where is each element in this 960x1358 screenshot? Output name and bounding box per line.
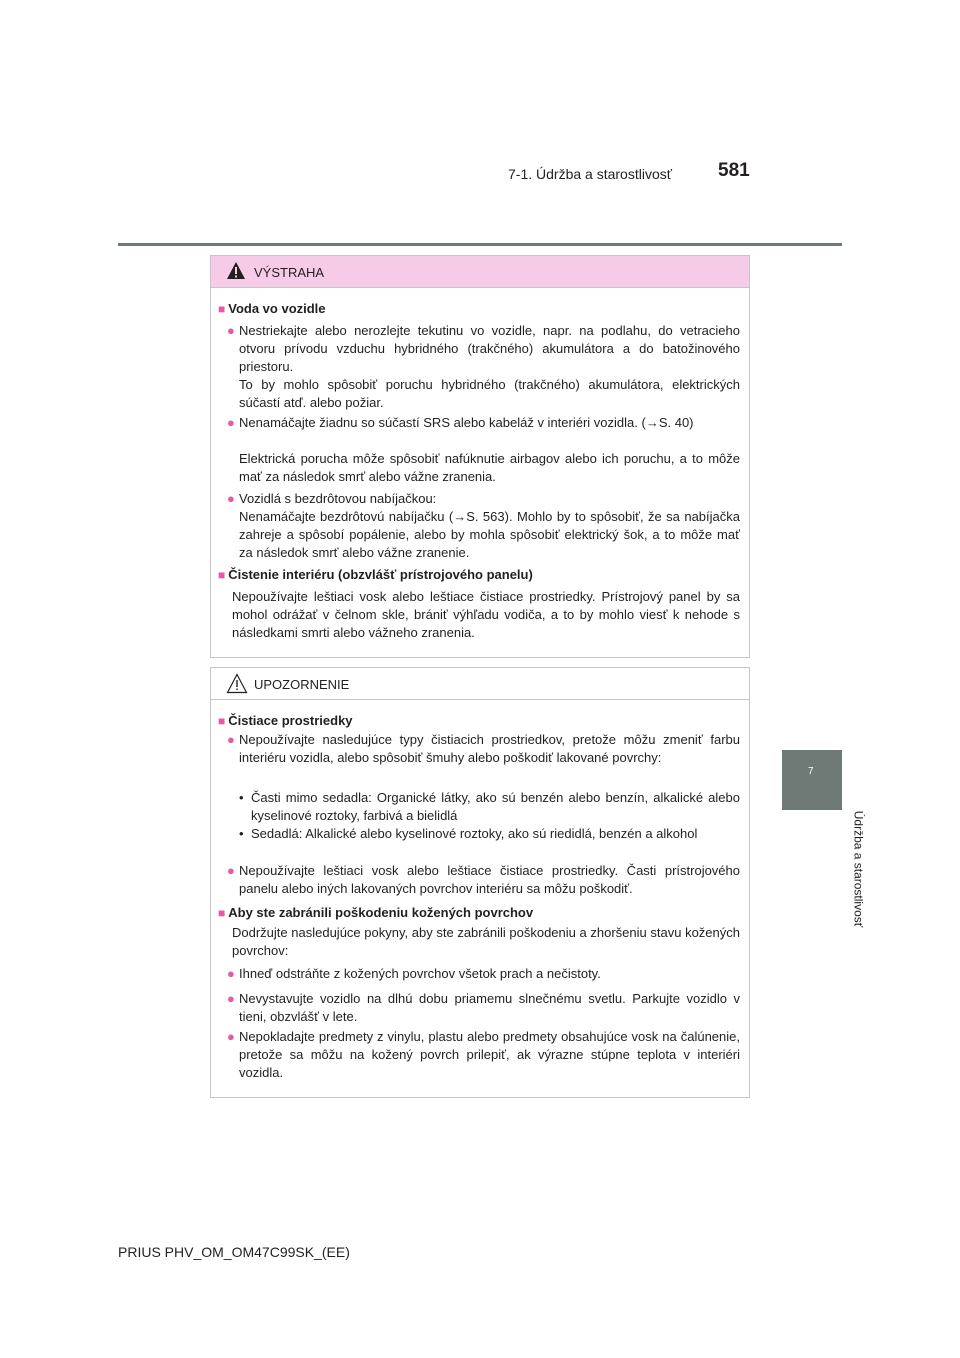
warning-header [211,256,749,288]
square-bullet-icon: ■ [218,714,226,728]
caution-leather-text: Dodržujte nasledujúce pokyny, aby ste zabránili poškodeniu a zhoršeniu stavu kožených povrchov: [232,925,740,958]
square-bullet-icon: ■ [218,906,226,920]
caution-sub-2: • Sedadlá: Alkalické alebo kyselinové roztoky, ako sú riedidlá, benzén a alkohol [239,826,698,841]
circle-bullet-icon: ● [227,415,235,430]
warning-bullet-3: ● Vozidlá s bezdrôtovou nabíjačkou: [227,491,437,506]
warning-bullet-2: ● Nenamáčajte žiadnu so súčastí SRS alebo kabeláž v interiéri vozidla. (→S. 40) [227,415,694,430]
header-divider [118,243,842,246]
square-bullet-icon: ■ [218,302,226,316]
circle-bullet-icon: ● [227,991,235,1006]
warning-cleaning-text: Nepoužívajte leštiaci vosk alebo leštiace čistiace prostriedky. Prístrojový panel by sa mohol odrážať v čelnom skle, brániť výhľadu vodiča, a to by mohlo viesť k nehode s následkami smrti alebo vážneho zranenia. [232,589,740,640]
caution-header [211,668,749,700]
caution-box [210,667,750,1098]
caution-bullet-2: ● Nepoužívajte leštiaci vosk alebo leštiace čistiace prostriedky. Časti prístrojového panelu alebo iných lakovaných povrchov interiéru sa môžu poškodiť. [227,863,740,896]
circle-bullet-icon: ● [227,966,235,981]
caution-heading-cleaners: ■ Čistiace prostriedky [218,713,353,728]
circle-bullet-icon: ● [227,863,235,878]
chapter-number: 7 [808,766,814,777]
warning-bullet-1: ● Nestriekajte alebo nerozlejte tekutinu vo vozidle, napr. na podlahu, do vetracieho otvoru prívodu vzduchu hybridného (trakčného) akumulátora a do batožinového priestoru. [227,323,740,374]
warning-box [210,255,750,658]
caution-bullet-5: ● Nepokladajte predmety z vinylu, plastu alebo predmety obsahujúce vosk na čalúnenie, pretože sa môžu na kožený povrch prilepiť, ak výrazne stúpne teplota v interiéri vozidla. [227,1029,740,1080]
warning-bullet-1-cont: To by mohlo spôsobiť poruchu hybridného (trakčného) akumulátora, elektrických súčastí atď. alebo požiar. [239,377,740,410]
caution-triangle-icon [226,673,248,694]
warning-triangle-icon [226,261,246,280]
circle-bullet-icon: ● [227,1029,235,1044]
warning-title: VÝSTRAHA [254,265,325,280]
chapter-tab [782,750,842,810]
circle-bullet-icon: ● [227,732,235,747]
circle-bullet-icon: ● [227,491,235,506]
section-title: 7-1. Údržba a starostlivosť [508,166,672,182]
caution-sub-1: • Časti mimo sedadla: Organické látky, ako sú benzén alebo benzín, alkalické alebo kyselinové roztoky, farbivá a bielidlá [239,790,740,823]
caution-heading-leather: ■ Aby ste zabránili poškodeniu kožených povrchov [218,905,534,920]
caution-bullet-1: ● Nepoužívajte nasledujúce typy čistiacich prostriedkov, pretože môžu zmeniť farbu interiéru vozidla, alebo spôsobiť šmuhy alebo poškodiť lakované povrchy: [227,732,740,765]
warning-bullet-3-cont: Nenamáčajte bezdrôtovú nabíjačku (→S. 563). Mohlo by to spôsobiť, že sa nabíjačka zahreje a spôsobí popálenie, alebo by mohla spôsobiť elektrický šok, a to môže mať za následok smrť alebo vážne zranenie. [239,509,740,560]
caution-title: UPOZORNENIE [254,677,350,692]
caution-bullet-4: ● Nevystavujte vozidlo na dlhú dobu priamemu slnečnému svetlu. Parkujte vozidlo v tieni, obzvlášť v lete. [227,991,740,1024]
square-bullet-icon: ■ [218,568,226,582]
warning-heading-water: ■ Voda vo vozidle [218,301,326,316]
circle-bullet-icon: ● [227,323,235,338]
warning-bullet-2-cont: Elektrická porucha môže spôsobiť nafúknutie airbagov alebo ich poruchu, a to môže mať za následok smrť alebo vážne zranenia. [239,451,740,484]
caution-bullet-3: ● Ihneď odstráňte z kožených povrchov všetok prach a nečistoty. [227,966,601,981]
page-number: 581 [718,160,750,181]
document-code: PRIUS PHV_OM_OM47C99SK_(EE) [118,1244,350,1260]
warning-heading-cleaning: ■ Čistenie interiéru (obzvlášť prístrojového panelu) [218,567,533,582]
chapter-title: Údržba a starostlivosť [851,810,866,928]
